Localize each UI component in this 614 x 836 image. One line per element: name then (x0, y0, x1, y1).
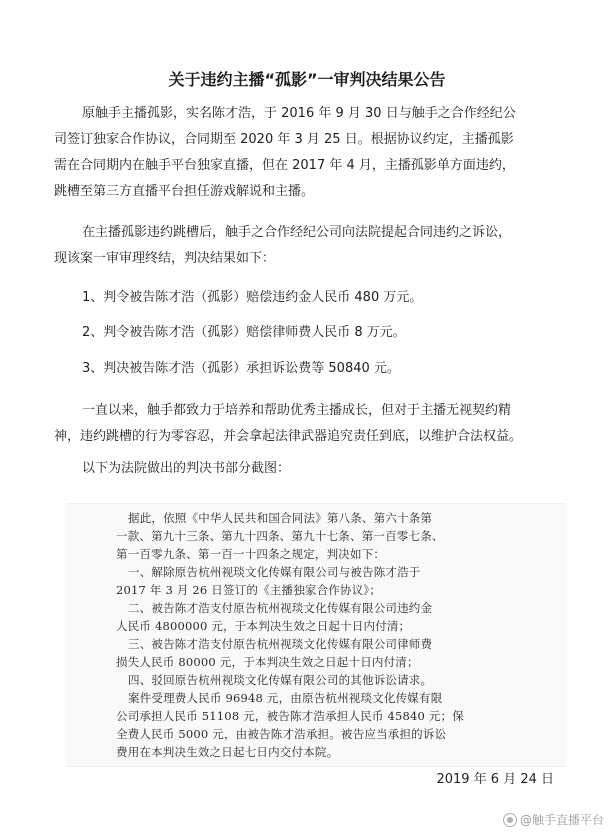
stance-paragraph (54, 398, 569, 450)
court-judgment-excerpt (66, 503, 566, 767)
verdict-item-1 (54, 285, 569, 311)
verdict-text: 2、判令被告陈才浩（孤影）赔偿律师费人民币 8 万元。 (82, 325, 406, 340)
excerpt-line: 全费人民币 5000 元，由被告陈才浩承担。被告应当承担的诉讼 (116, 727, 447, 741)
intro-line: 跳槽至第三方直播平台担任游戏解说和主播。 (54, 184, 315, 199)
stance-line: 神，违约跳槽的行为零容忍，并会拿起法律武器追究责任到底，以维护合法权益。 (54, 429, 523, 444)
watermark-text: @触手直播平台 (519, 813, 604, 827)
announcement-date: 2019 年 6 月 24 日 (436, 772, 554, 787)
verdict-text: 3、判决被告陈才浩（孤影）承担诉讼费等 50840 元。 (82, 361, 400, 376)
excerpt-line: 公司承担人民币 51108 元，被告陈才浩承担人民币 45840 元；保 (116, 709, 464, 723)
weibo-watermark (503, 811, 604, 828)
announcement-title: 关于违约主播“孤影”一审判决结果公告 (168, 70, 446, 89)
intro-line: 原触手主播孤影，实名陈才浩，于 2016 年 9 月 30 日与触手之合作经纪公 (82, 106, 516, 121)
excerpt-line: 案件受理费人民币 96948 元，由原告杭州视琰文化传媒有限 (128, 691, 443, 705)
lawsuit-line: 在主播孤影违约跳槽后，触手之合作经纪公司向法院提起合同违约之诉讼， (82, 225, 512, 240)
excerpt-line: 一、解除原告杭州视琰文化传媒有限公司与被告陈才浩于 (128, 565, 421, 579)
excerpt-line: 一款、第九十三条、第九十四条、第九十七条、第一百零七条、 (116, 529, 444, 543)
excerpt-line: 四、驳回原告杭州视琰文化传媒有限公司的其他诉讼请求。 (128, 673, 433, 687)
excerpt-intro (54, 456, 569, 482)
excerpt-line: 费用在本判决生效之日起七日内交付本院。 (116, 745, 339, 759)
excerpt-line: 2017 年 3 月 26 日签订的《主播独家合作协议》； (116, 583, 382, 597)
excerpt-line: 三、被告陈才浩支付原告杭州视琰文化传媒有限公司律师费 (128, 637, 433, 651)
excerpt-line: 损失人民币 80000 元，于本判决生效之日起十日内付清； (116, 655, 419, 669)
intro-paragraph (54, 101, 569, 205)
verdict-item-3 (54, 356, 569, 382)
verdict-text: 1、判令被告陈才浩（孤影）赔偿违约金人民币 480 万元。 (82, 290, 423, 305)
lawsuit-line: 现该案一审审理终结，判决结果如下： (54, 251, 276, 266)
verdict-item-2 (54, 320, 569, 346)
excerpt-line: 人民币 4800000 元，于本判决生效之日起十日内付清； (116, 619, 411, 633)
stance-line: 一直以来，触手都致力于培养和帮助优秀主播成长，但对于主播无视契约精 (82, 403, 512, 418)
weibo-logo-icon (503, 813, 517, 827)
intro-line: 司签订独家合作协议，合同期至 2020 年 3 月 25 日。根据协议约定，主播孤影 (54, 132, 514, 147)
excerpt-line: 据此，依照《中华人民共和国合同法》第八条、第六十条第 (128, 511, 433, 525)
excerpt-line: 第一百零九条、第一百一十四条之规定，判决如下： (116, 547, 386, 561)
lawsuit-paragraph (54, 220, 569, 272)
intro-line: 需在合同期内在触手平台独家直播，但在 2017 年 4 月，主播孤影单方面违约， (54, 158, 515, 173)
excerpt-line: 二、被告陈才浩支付原告杭州视琰文化传媒有限公司违约金 (128, 601, 433, 615)
excerpt-intro-text: 以下为法院做出的判决书部分截图： (82, 461, 291, 476)
